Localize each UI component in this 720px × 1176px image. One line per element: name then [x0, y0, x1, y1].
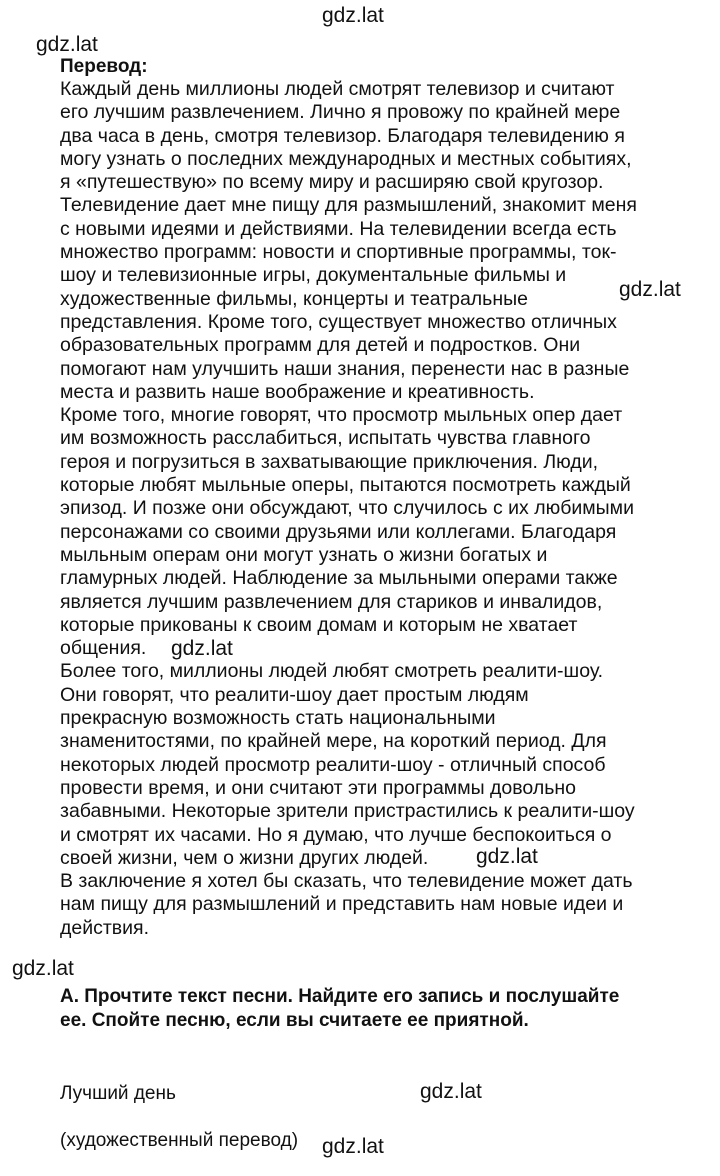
watermark: gdz.lat	[420, 1080, 482, 1103]
watermark: gdz.lat	[619, 278, 681, 301]
song-subtitle: (художественный перевод)	[60, 1129, 299, 1151]
watermark: gdz.lat	[476, 845, 538, 868]
song-heading	[60, 1058, 700, 1176]
task-instruction: A. Прочтите текст песни. Найдите его запись и послушайте ее. Спойте песню, если вы считаете ее приятной.	[60, 986, 620, 1031]
translation-heading: Перевод:	[60, 56, 148, 77]
watermark: gdz.lat	[322, 4, 384, 27]
paragraph-conclusion: В заключение я хотел бы сказать, что телевидение может дать нам пищу для размышлений и представить нам новые идеи и действия.	[60, 870, 633, 939]
watermark: gdz.lat	[322, 1135, 384, 1158]
watermark: gdz.lat	[36, 33, 98, 56]
translation-section	[60, 55, 700, 940]
song-title: Лучший день	[60, 1082, 176, 1104]
paragraph-soap-operas: Кроме того, многие говорят, что просмотр мыльных опер дает им возможность расслабиться, испытать чувства главного героя и погрузиться в захватывающие приключения. Люди, которые любят мыльные оперы, пытаются посмотреть каждый эпизод. И позже они обсуждают, что случилось с их любимыми персонажами со своими друзьями или коллегами. Благодаря мыльным операм они могут узнать о жизни богатых и гламурных людей. Наблюдение за мыльными операми также является лучшим развлечением для стариков и инвалидов, которые прикованы к своим домам и которым не хватает общения.	[60, 404, 634, 660]
watermark: gdz.lat	[171, 637, 233, 660]
watermark: gdz.lat	[12, 957, 74, 980]
paragraph-tv-benefits: Каждый день миллионы людей смотрят телевизор и считают его лучшим развлечением. Лично я провожу по крайней мере два часа в день, смотря телевизор. Благодаря телевидению я могу узнать о последних международных и местных событиях, я «путешествую» по всему миру и расширяю свой кругозор. Телевидение дает мне пищу для размышлений, знакомит меня с новыми идеями и действиями. На телевидении всегда есть множество программ: новости и спортивные программы, ток- шоу и телевизионные игры, документальные фильмы и художественные фильмы, концерты и театральные представления. Кроме того, существует множество отличных образовательных программ для детей и подростков. Они помогают нам улучшить наши знания, перенести нас в разные места и развить наше воображение и креативность.	[60, 78, 637, 403]
paragraph-reality-shows: Более того, миллионы людей любят смотреть реалити-шоу. Они говорят, что реалити-шоу дает простым людям прекрасную возможность стать национальными знаменитостями, по крайней мере, на короткий период. Для некоторых людей просмотр реалити-шоу - отличный способ провести время, и они считают эти программы довольно забавными. Некоторые зрители пристрастились к реалити-шоу и смотрят их часами. Но я думаю, что лучше беспокоиться о своей жизни, чем о жизни других людей.	[60, 660, 635, 869]
